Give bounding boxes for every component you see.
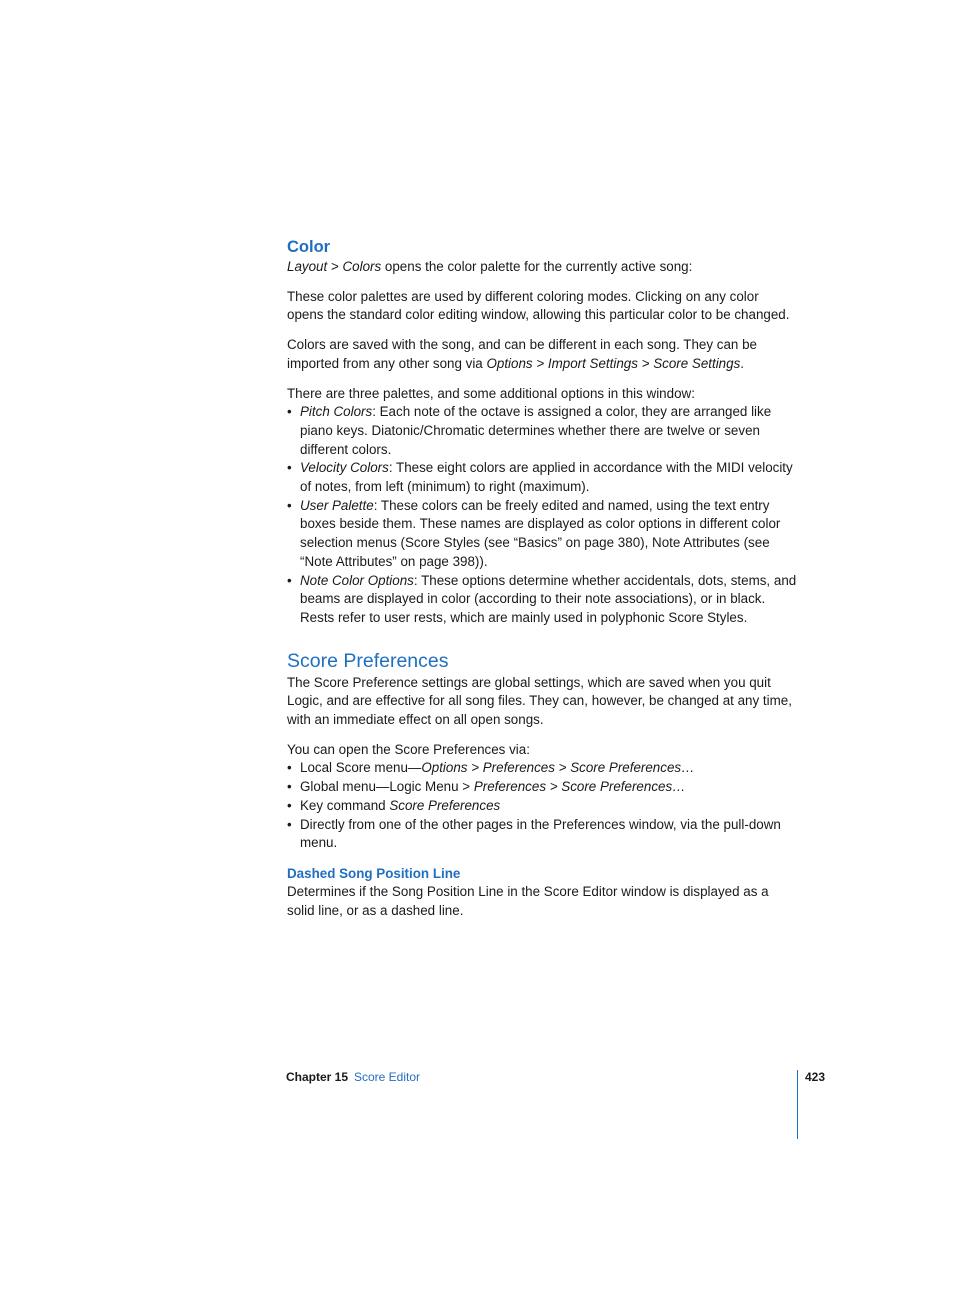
list-item: • Key command Score Preferences [287,797,797,816]
footer-divider [797,1070,798,1139]
bullet: • [287,460,292,476]
footer-chapter: Chapter 15 [286,1070,349,1084]
palette-list [287,403,797,627]
footer-chapter-title: Score Editor [354,1070,421,1084]
open-via-list [287,759,797,853]
menu-path-colors: Colors [342,259,382,274]
three-palettes-paragraph: There are three palettes, and some additional options in this window: [287,385,695,401]
colors-saved-paragraph: Colors are saved with the song, and can be different in each song. They can be imported from any other song via Options > Import Settings > Score Settings. [287,337,757,371]
color-intro: Layout > Colors opens the color palette for the currently active song: [287,259,693,274]
menu-path-import-settings: Options > Import Settings > Score Settings [486,355,741,371]
bullet: • [287,797,292,813]
color-palettes-paragraph: These color palettes are used by different coloring modes. Clicking on any color opens the standard color editing window, allowing this particular color to be changed. [287,288,790,323]
bullet: • [287,816,292,832]
list-item: • Velocity Colors: These eight colors are applied in accordance with the MIDI velocity of notes, from left (minimum) to right (maximum). [287,460,793,495]
list-item: • Global menu—Logic Menu > Preferences > Score Preferences… [287,778,797,797]
page-number: 423 [805,1070,826,1084]
dashed-line-description: Determines if the Song Position Line in the Score Editor window is displayed as a solid line, or as a dashed line. [287,883,769,918]
score-prefs-paragraph: The Score Preference settings are global settings, which are saved when you quit Logic, and are effective for all song files. They can, however, be changed at any time, with an immediate effect on all open songs. [287,674,792,728]
section-heading-color: Color [287,238,331,256]
page-content [287,236,797,920]
list-item: • Note Color Options: These options determine whether accidentals, dots, stems, and beams are displayed in color (according to their note associations), or in black. Rests refer to user rests, which are mainly used in polyphonic Score Styles. [287,572,797,625]
bullet: • [287,497,292,513]
bullet: • [287,404,292,420]
subheading-dashed-song-position-line: Dashed Song Position Line [287,865,461,881]
list-item: • User Palette: These colors can be freely edited and named, using the text entry boxes beside them. These names are displayed as color options in different color selection menus (Score Styles (see “Basics” on page 380), Note Attributes (see “Note Attributes” on page 398)). [287,497,781,569]
list-item: • Directly from one of the other pages in the Preferences window, via the pull-down menu. [287,816,781,851]
list-item: • Local Score menu—Options > Preferences > Score Preferences… [287,759,797,778]
bullet: • [287,779,292,795]
list-item: • Pitch Colors: Each note of the octave is assigned a color, they are arranged like piano keys. Diatonic/Chromatic determines whether there are twelve or seven different colors. [287,404,772,457]
menu-path-layout: Layout [287,259,328,274]
section-heading-score-preferences: Score Preferences [287,649,449,672]
open-via-paragraph: You can open the Score Preferences via: [287,741,530,757]
bullet: • [287,760,292,776]
bullet: • [287,572,292,588]
